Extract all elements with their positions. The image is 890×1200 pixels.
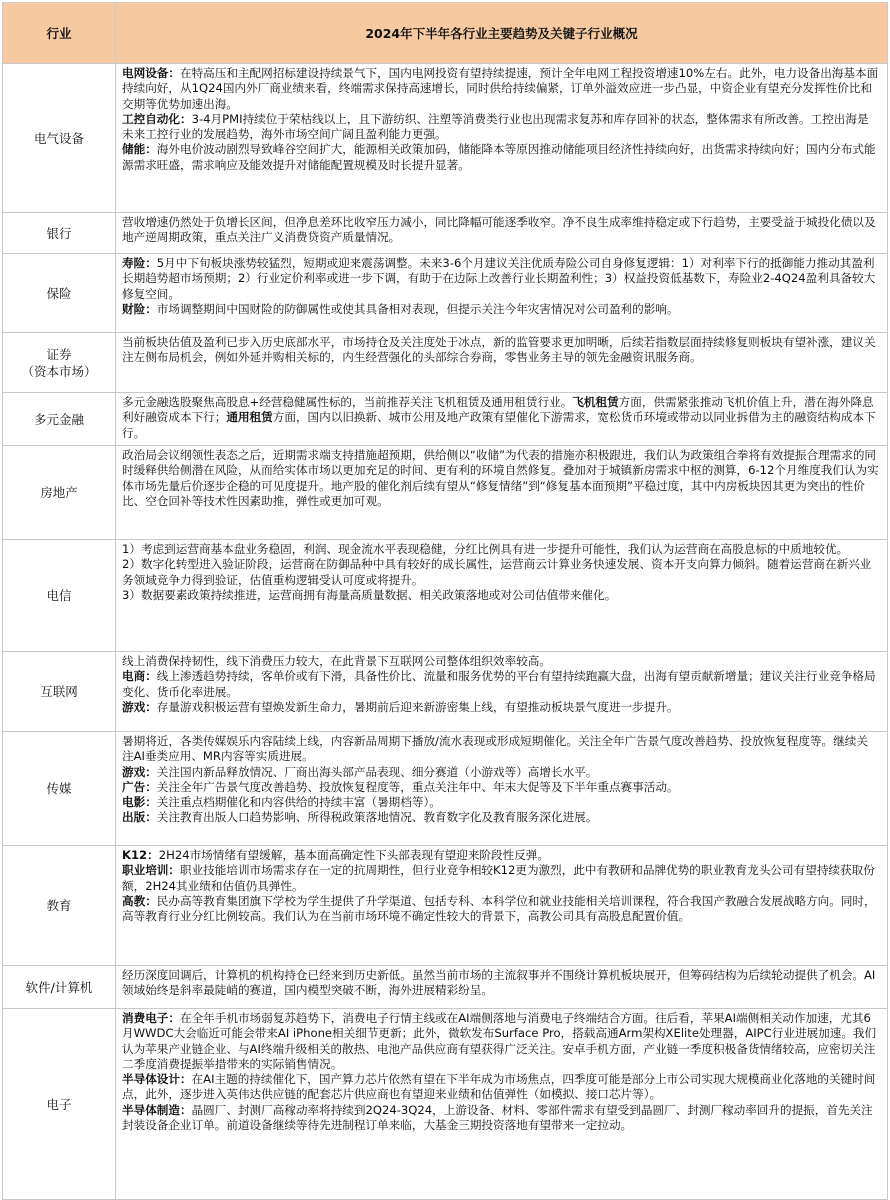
sub-industry-heading: 电商： xyxy=(122,669,157,684)
sub-industry-heading: 游戏： xyxy=(122,699,157,714)
industry-name: 房地产 xyxy=(40,485,78,500)
header-title: 2024年下半年各行业主要趋势及关键子行业概况 xyxy=(116,3,888,64)
trend-text: 线上渗透趋势持续，客单价或有下滑，具备性价比、流量和服务优势的平台有望持续跑赢大盘，出海有望贡献新增量；建议关注行业竞争格局变化、货币化率进展。 xyxy=(122,669,876,699)
sub-industry-heading: 高教： xyxy=(122,893,157,908)
industry-name: 电子 xyxy=(46,1096,72,1112)
industry-name: 电信 xyxy=(46,588,72,603)
trend-paragraph xyxy=(122,395,879,441)
sub-industry-heading: 飞机租赁 xyxy=(572,395,619,409)
industry-name: 证券 xyxy=(46,346,72,362)
industry-cell xyxy=(3,846,116,966)
trend-text: 1）考虑到运营商基本盘业务稳固，利润、现金流水平表现稳健，分红比例具有进一步提升可能性，我们认为运营商在高股息标的中质地较优。 xyxy=(122,542,849,556)
trend-text: 关注重点档期催化和内容供给的持续丰富（暑期档等）。 xyxy=(156,795,441,810)
table-row xyxy=(3,846,888,966)
trend-paragraph xyxy=(122,1103,879,1134)
industry-name: 互联网 xyxy=(40,684,78,699)
trend-paragraph xyxy=(122,1011,879,1072)
trend-paragraph xyxy=(122,654,879,669)
trend-cell xyxy=(116,254,888,333)
industry-cell xyxy=(3,393,116,446)
industry-cell xyxy=(3,540,116,652)
trend-cell xyxy=(116,393,888,446)
trend-cell xyxy=(116,540,888,652)
table-row xyxy=(3,446,888,540)
trend-paragraph xyxy=(122,848,879,863)
table-row xyxy=(3,732,888,846)
trend-paragraph xyxy=(122,557,879,588)
trend-paragraph xyxy=(122,142,879,173)
trend-paragraph xyxy=(122,780,879,795)
sub-industry-heading: 通用租赁 xyxy=(226,410,273,425)
trend-text: 海外电价波动剧烈导致峰谷空间扩大，能源相关政策加码，储能降本等原因推动储能项目经济性持续向好，出货需求持续向好；国内分布式能源需求旺盛，需求响应及能效提升对储能配置规模及时长提升显著。 xyxy=(122,142,876,172)
table-body xyxy=(3,64,888,1200)
trend-text: 5月中下旬板块涨势较猛烈，短期或迎来震荡调整。未来3-6个月建议关注优质寿险公司自身修复逻辑：1）对利率下行的抵御能力推动其盈利长期趋势超市场预期；2）行业定价利率或进一步下调，有助于在边际上改善行业长期盈利性；3）权益投资低基数下，寿险业2-4Q24盈利具备较大修复空间。 xyxy=(122,256,876,301)
trend-text: 存量游戏积极运营有望焕发新生命力，暑期前后迎来新游密集上线，有望推动板块景气度进一步提升。 xyxy=(156,699,679,714)
trend-text: 关注国内新品释放情况、厂商出海头部产品表现、细分赛道（小游戏等）高增长水平。 xyxy=(156,764,598,779)
trend-cell xyxy=(116,732,888,846)
trend-paragraph xyxy=(122,256,879,302)
trend-paragraph xyxy=(122,215,879,246)
sub-industry-heading: 职业培训： xyxy=(122,863,180,878)
table-row xyxy=(3,254,888,333)
trend-paragraph xyxy=(122,734,879,765)
sub-industry-heading: K12： xyxy=(122,848,159,862)
trend-text: 2H24市场情绪有望缓解，基本面高确定性下头部表现有望迎来阶段性反弹。 xyxy=(158,848,549,862)
sub-industry-heading: 工控自动化： xyxy=(122,111,192,126)
trend-text: 职业技能培训市场需求存在一定的抗周期性，但行业竞争相较K12更为激烈，此中有教研和品牌优势的职业教育龙头公司有望持续获取份额，2H24其业绩和估值仍具弹性。 xyxy=(122,863,875,893)
trend-cell xyxy=(116,846,888,966)
industry-name: 保险 xyxy=(46,285,72,301)
trend-cell xyxy=(116,333,888,393)
sub-industry-heading: 半导体设计： xyxy=(122,1072,192,1087)
industry-cell xyxy=(3,652,116,732)
industry-cell xyxy=(3,732,116,846)
industry-name: 教育 xyxy=(46,898,72,913)
sub-industry-heading: 寿险： xyxy=(122,256,157,270)
trend-cell xyxy=(116,446,888,540)
trend-paragraph xyxy=(122,795,879,810)
trend-text: 当前板块估值及盈利已步入历史底部水平，市场持仓及关注度处于冰点，新的监管要求更加明晰，后续若指数层面持续修复则板块有望补涨，建议关注左侧布局机会，例如外延并购相关标的，内生经营强化的头部综合券商，零售业务主导的领先金融资讯服务商。 xyxy=(122,335,876,365)
trend-cell xyxy=(116,1009,888,1200)
header-industry: 行业 xyxy=(3,3,116,64)
sub-industry-heading: 游戏： xyxy=(122,764,157,779)
industry-name: 传媒 xyxy=(46,781,72,796)
table-row xyxy=(3,652,888,732)
table-row xyxy=(3,966,888,1009)
table-row xyxy=(3,333,888,393)
trend-text: 民办高等教育集团旗下学校为学生提供了升学渠道、包括专科、本科学位和就业技能相关培训课程，符合我国产教融合发展战略方向。同时，高等教育行业分红比例较高。我们认为在当前市场环境不确定性较大的背景下，高教公司具有高股息配置价值。 xyxy=(122,893,876,924)
industry-cell xyxy=(3,254,116,333)
trend-paragraph xyxy=(122,810,879,825)
trend-paragraph xyxy=(122,112,879,143)
trend-text: 3）数据要素政策持续推进，运营商拥有海量高质量数据、相关政策落地或对公司估值带来催化。 xyxy=(122,587,617,602)
trend-paragraph xyxy=(122,335,879,366)
trend-text: 2）数字化转型进入验证阶段，运营商在防御品种中具有较好的成长属性，运营商云计算业务快速发展、资本开支向算力倾斜。随着运营商在新兴业务领域竞争力得到验证，估值重构逻辑受认可度或将提升。 xyxy=(122,557,872,587)
industry-trends-table xyxy=(2,2,888,1200)
table-header-row xyxy=(3,3,888,64)
table-row xyxy=(3,540,888,652)
trend-text: 经历深度回调后，计算机的机构持仓已经来到历史新低。虽然当前市场的主流叙事并不围绕计算机板块展开，但筹码结构为后续轮动提供了机会。AI领域始终是斜率最陡峭的赛道，国内模型突破不断，海外进展精彩纷呈。 xyxy=(122,968,876,998)
trend-text: 在特高压和主配网招标建设持续景气下，国内电网投资有望持续提速，预计全年电网工程投资增速10%左右。此外，电力设备出海基本面持续向好，从1Q24国内外厂商业绩来看，终端需求保持高速增长，同时供给持续偏紧，订单外溢效应进一步凸显，中资企业有望充分发挥性价比和交期等优势加速出海。 xyxy=(122,66,879,111)
trend-text: 在AI主题的持续催化下，国产算力芯片依然有望在下半年成为市场焦点，四季度可能是部分上市公司实现大规模商业化落地的关键时间点，此外，逐步进入英伟达供应链的配套芯片供应商也有望迎来业绩和估值弹性（如模拟、接口芯片等）。 xyxy=(122,1072,876,1102)
industry-cell xyxy=(3,333,116,393)
industry-name: 电气设备 xyxy=(33,130,84,146)
trend-text: 方面，供需紧张推动飞机价值上升，潜在海外降息利好融资成本下行； xyxy=(122,395,874,425)
trend-text: 暑期将近，各类传媒娱乐内容陆续上线，内容新品周期下播放/流水表现或形成短期催化。关注全年广告景气度改善趋势、投放恢复程度等。继续关注AI垂类应用、MR内容等实质进展。 xyxy=(122,734,868,764)
trend-paragraph xyxy=(122,302,879,317)
trend-paragraph xyxy=(122,1072,879,1103)
trend-text: 政治局会议纲领性表态之后，近期需求端支持措施超预期，供给侧以“收储”为代表的措施亦积极跟进，我们认为政策组合拳将有效提振合理需求的同时缓释供给侧潜在风险，从而给实体市场以更加充足的时间、更有利的环境自然修复。叠加对于城镇新房需求中枢的测算，6-12个月维度我们认为实体市场先量后价逐步企稳的可见度提升。地产股的催化剂后续有望从“修复情绪”到“修复基本面预期”平稳过度，其中内房板块因其更为突出的性价比、空仓回补等技术性因素助推，弹性或更加可观。 xyxy=(122,448,879,508)
trend-paragraph xyxy=(122,448,879,509)
industry-cell xyxy=(3,446,116,540)
trend-text: 方面，国内以旧换新、城市公用及地产政策有望催化下游需求，宽松货币环境或带动以同业拆借为主的融资结构成本下行。 xyxy=(122,410,876,440)
sub-industry-heading: 半导体制造： xyxy=(122,1102,192,1117)
trend-cell xyxy=(116,64,888,213)
trend-text: 营收增速仍然处于负增长区间，但净息差环比收窄压力减小，同比降幅可能逐季收窄。净不良生成率维持稳定或下行趋势，主要受益于城投化债以及地产逆周期政策，重点关注广义消费贷资产质量情况。 xyxy=(122,215,876,245)
sub-industry-heading: 出版： xyxy=(122,810,157,825)
trend-paragraph xyxy=(122,588,879,603)
sub-industry-heading: 消费电子： xyxy=(122,1011,180,1025)
industry-cell xyxy=(3,1009,116,1200)
trend-paragraph xyxy=(122,66,879,112)
trend-paragraph xyxy=(122,669,879,700)
trend-text: 在全年手机市场弱复苏趋势下，消费电子行情主线或在AI端侧落地与消费电子终端结合方面。往后看，苹果AI端侧相关动作加速，尤其6月WWDC大会临近可能会带来AI iPhone相关细节更新；此外，微软发布Surface Pro，搭载高通Arm架构XElite处理器，AIPC行业进展加速。我们认为苹果产业链企业、与AI终端升级相关的散热、电池产品供应商有望获得广泛关注。安卓手机方面，产业链一季度积极备货情绪较高，应密切关注二季度消费提振举措带来的实际销售情况。 xyxy=(122,1011,877,1071)
trend-text: 多元金融选股聚焦高股息+经营稳健属性标的，当前推荐关注飞机租赁及通用租赁行业。 xyxy=(122,395,573,409)
trend-cell xyxy=(116,213,888,254)
industry-name: 银行 xyxy=(46,225,72,241)
table-row xyxy=(3,393,888,446)
sub-industry-heading: 储能： xyxy=(122,142,157,157)
industry-cell xyxy=(3,213,116,254)
industry-cell xyxy=(3,966,116,1009)
trend-text: 线上消费保持韧性，线下消费压力较大，在此背景下互联网公司整体组织效率较高。 xyxy=(122,654,551,668)
industry-subname: （资本市场） xyxy=(21,363,97,379)
sub-industry-heading: 电影： xyxy=(122,795,157,810)
table-row xyxy=(3,64,888,213)
sub-industry-heading: 电网设备： xyxy=(122,66,180,80)
trend-text: 晶圆厂、封测厂高稼动率将持续到2Q24-3Q24，上游设备、材料、零部件需求有望受到晶圆厂、封测厂稼动率回升的提振，首先关注封装设备企业订单。前道设备继续等待先进制程订单来临，大基金三期投资落地有望带来一定拉动。 xyxy=(122,1102,873,1133)
industry-name: 软件/计算机 xyxy=(25,979,93,995)
industry-name: 多元金融 xyxy=(33,411,84,427)
sub-industry-heading: 广告： xyxy=(122,779,157,794)
trend-paragraph xyxy=(122,894,879,925)
sub-industry-heading: 财险： xyxy=(122,301,157,316)
table-row xyxy=(3,213,888,254)
trend-cell xyxy=(116,652,888,732)
trend-paragraph xyxy=(122,765,879,780)
trend-text: 关注教育出版人口趋势影响、所得税政策落地情况、教育数字化及教育服务深化进展。 xyxy=(156,810,598,825)
table-row xyxy=(3,1009,888,1200)
trend-text: 3-4月PMI持续位于荣枯线以上，且下游纺织、注塑等消费类行业也出现需求复苏和库存回补的状态，整体需求有所改善。工控出海是未来工控行业的发展趋势，海外市场空间广阔且盈利能力更强。 xyxy=(122,111,869,142)
industry-cell xyxy=(3,64,116,213)
trend-paragraph xyxy=(122,968,879,999)
trend-paragraph xyxy=(122,542,879,557)
trend-text: 市场调整期间中国财险的防御属性或使其具备相对表现，但提示关注今年灾害情况对公司盈利的影响。 xyxy=(156,301,679,316)
trend-text: 关注全年广告景气度改善趋势、投放恢复程度等，重点关注年中、年末大促等及下半年重点赛事活动。 xyxy=(156,779,679,794)
trend-paragraph xyxy=(122,700,879,715)
trend-paragraph xyxy=(122,863,879,894)
trend-cell xyxy=(116,966,888,1009)
